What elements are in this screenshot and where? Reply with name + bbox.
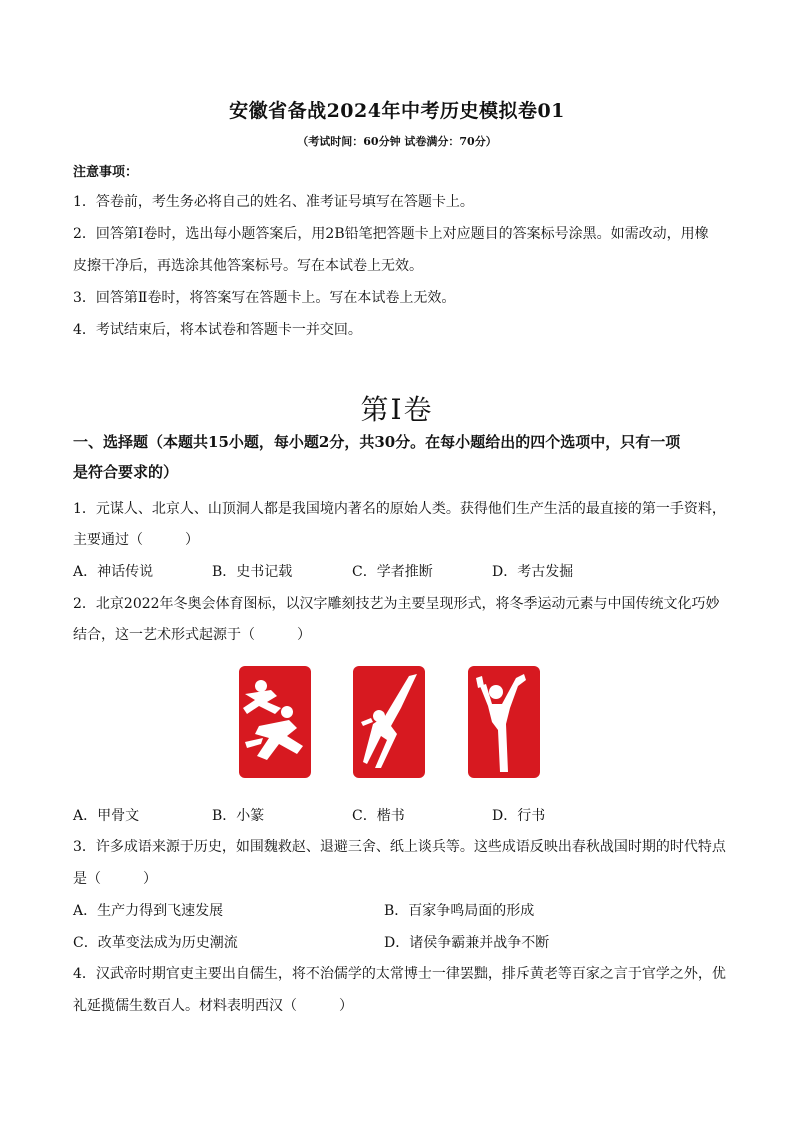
notice-heading: 注意事项：	[73, 165, 139, 180]
q3-option-a: A．生产力得到飞速发展	[73, 903, 224, 919]
exam-subtitle: （考试时间：60分钟 试卷满分：70分）	[297, 135, 497, 148]
section-heading: 一、选择题（本题共15小题，每小题2分，共30分。在每小题给出的四个选项中，只有一项	[73, 433, 681, 451]
q2-option-c: C．楷书	[352, 808, 405, 824]
notice-item: 1．答卷前，考生务必将自己的姓名、准考证号填写在答题卡上。	[73, 194, 474, 210]
q3-option-d: D．诸侯争霸兼并战争不断	[384, 935, 550, 951]
notice-item: 3．回答第Ⅱ卷时，将答案写在答题卡上。写在本试卷上无效。	[73, 290, 456, 306]
question-3-stem: 3．许多成语来源于历史，如围魏救赵、退避三舍、纸上谈兵等。这些成语反映出春秋战国时期的时代特点	[73, 839, 726, 855]
question-1-stem: 1．元谋人、北京人、山顶洞人都是我国境内著名的原始人类。获得他们生产生活的最直接的第一手资料，	[73, 501, 726, 517]
q3-option-b: B．百家争鸣局面的形成	[384, 903, 535, 919]
notice-item: 4．考试结束后，将本试卷和答题卡一并交回。	[73, 322, 362, 338]
q1-option-b: B．史书记载	[212, 564, 293, 580]
q2-option-b: B．小篆	[212, 808, 265, 824]
question-1-stem-cont: 主要通过（ ）	[73, 532, 199, 548]
q1-option-c: C．学者推断	[352, 564, 433, 580]
q1-option-d: D．考古发掘	[492, 564, 574, 580]
q1-option-a: A．神话传说	[73, 564, 154, 580]
question-3-stem-cont: 是（ ）	[73, 871, 157, 887]
question-2-stem: 2．北京2022年冬奥会体育图标，以汉字雕刻技艺为主要呈现形式，将冬季运动元素与中国传统文化巧妙	[73, 596, 720, 612]
exam-title: 安徽省备战2024年中考历史模拟卷01	[229, 100, 565, 122]
short-track-skating-pictogram	[237, 664, 313, 780]
ski-jumping-pictogram	[351, 664, 427, 780]
q2-option-d: D．行书	[492, 808, 546, 824]
section-heading-cont: 是符合要求的）	[73, 463, 179, 481]
question-2-stem-cont: 结合，这一艺术形式起源于（ ）	[73, 627, 311, 643]
q3-option-c: C．改革变法成为历史潮流	[73, 935, 238, 951]
question-4-stem-cont: 礼延揽儒生数百人。材料表明西汉（ ）	[73, 998, 353, 1014]
volume-title: 第Ⅰ卷	[360, 393, 434, 426]
figure-skating-pictogram	[466, 664, 542, 780]
question-4-stem: 4．汉武帝时期官吏主要出自儒生，将不治儒学的太常博士一律罢黜，排斥黄老等百家之言于官学之外，优	[73, 966, 726, 982]
notice-item: 2．回答第Ⅰ卷时，选出每小题答案后，用2B铅笔把答题卡上对应题目的答案标号涂黑。如需改动，用橡	[73, 226, 709, 242]
notice-item: 皮擦干净后，再选涂其他答案标号。写在本试卷上无效。	[73, 258, 423, 274]
q2-option-a: A．甲骨文	[73, 808, 140, 824]
